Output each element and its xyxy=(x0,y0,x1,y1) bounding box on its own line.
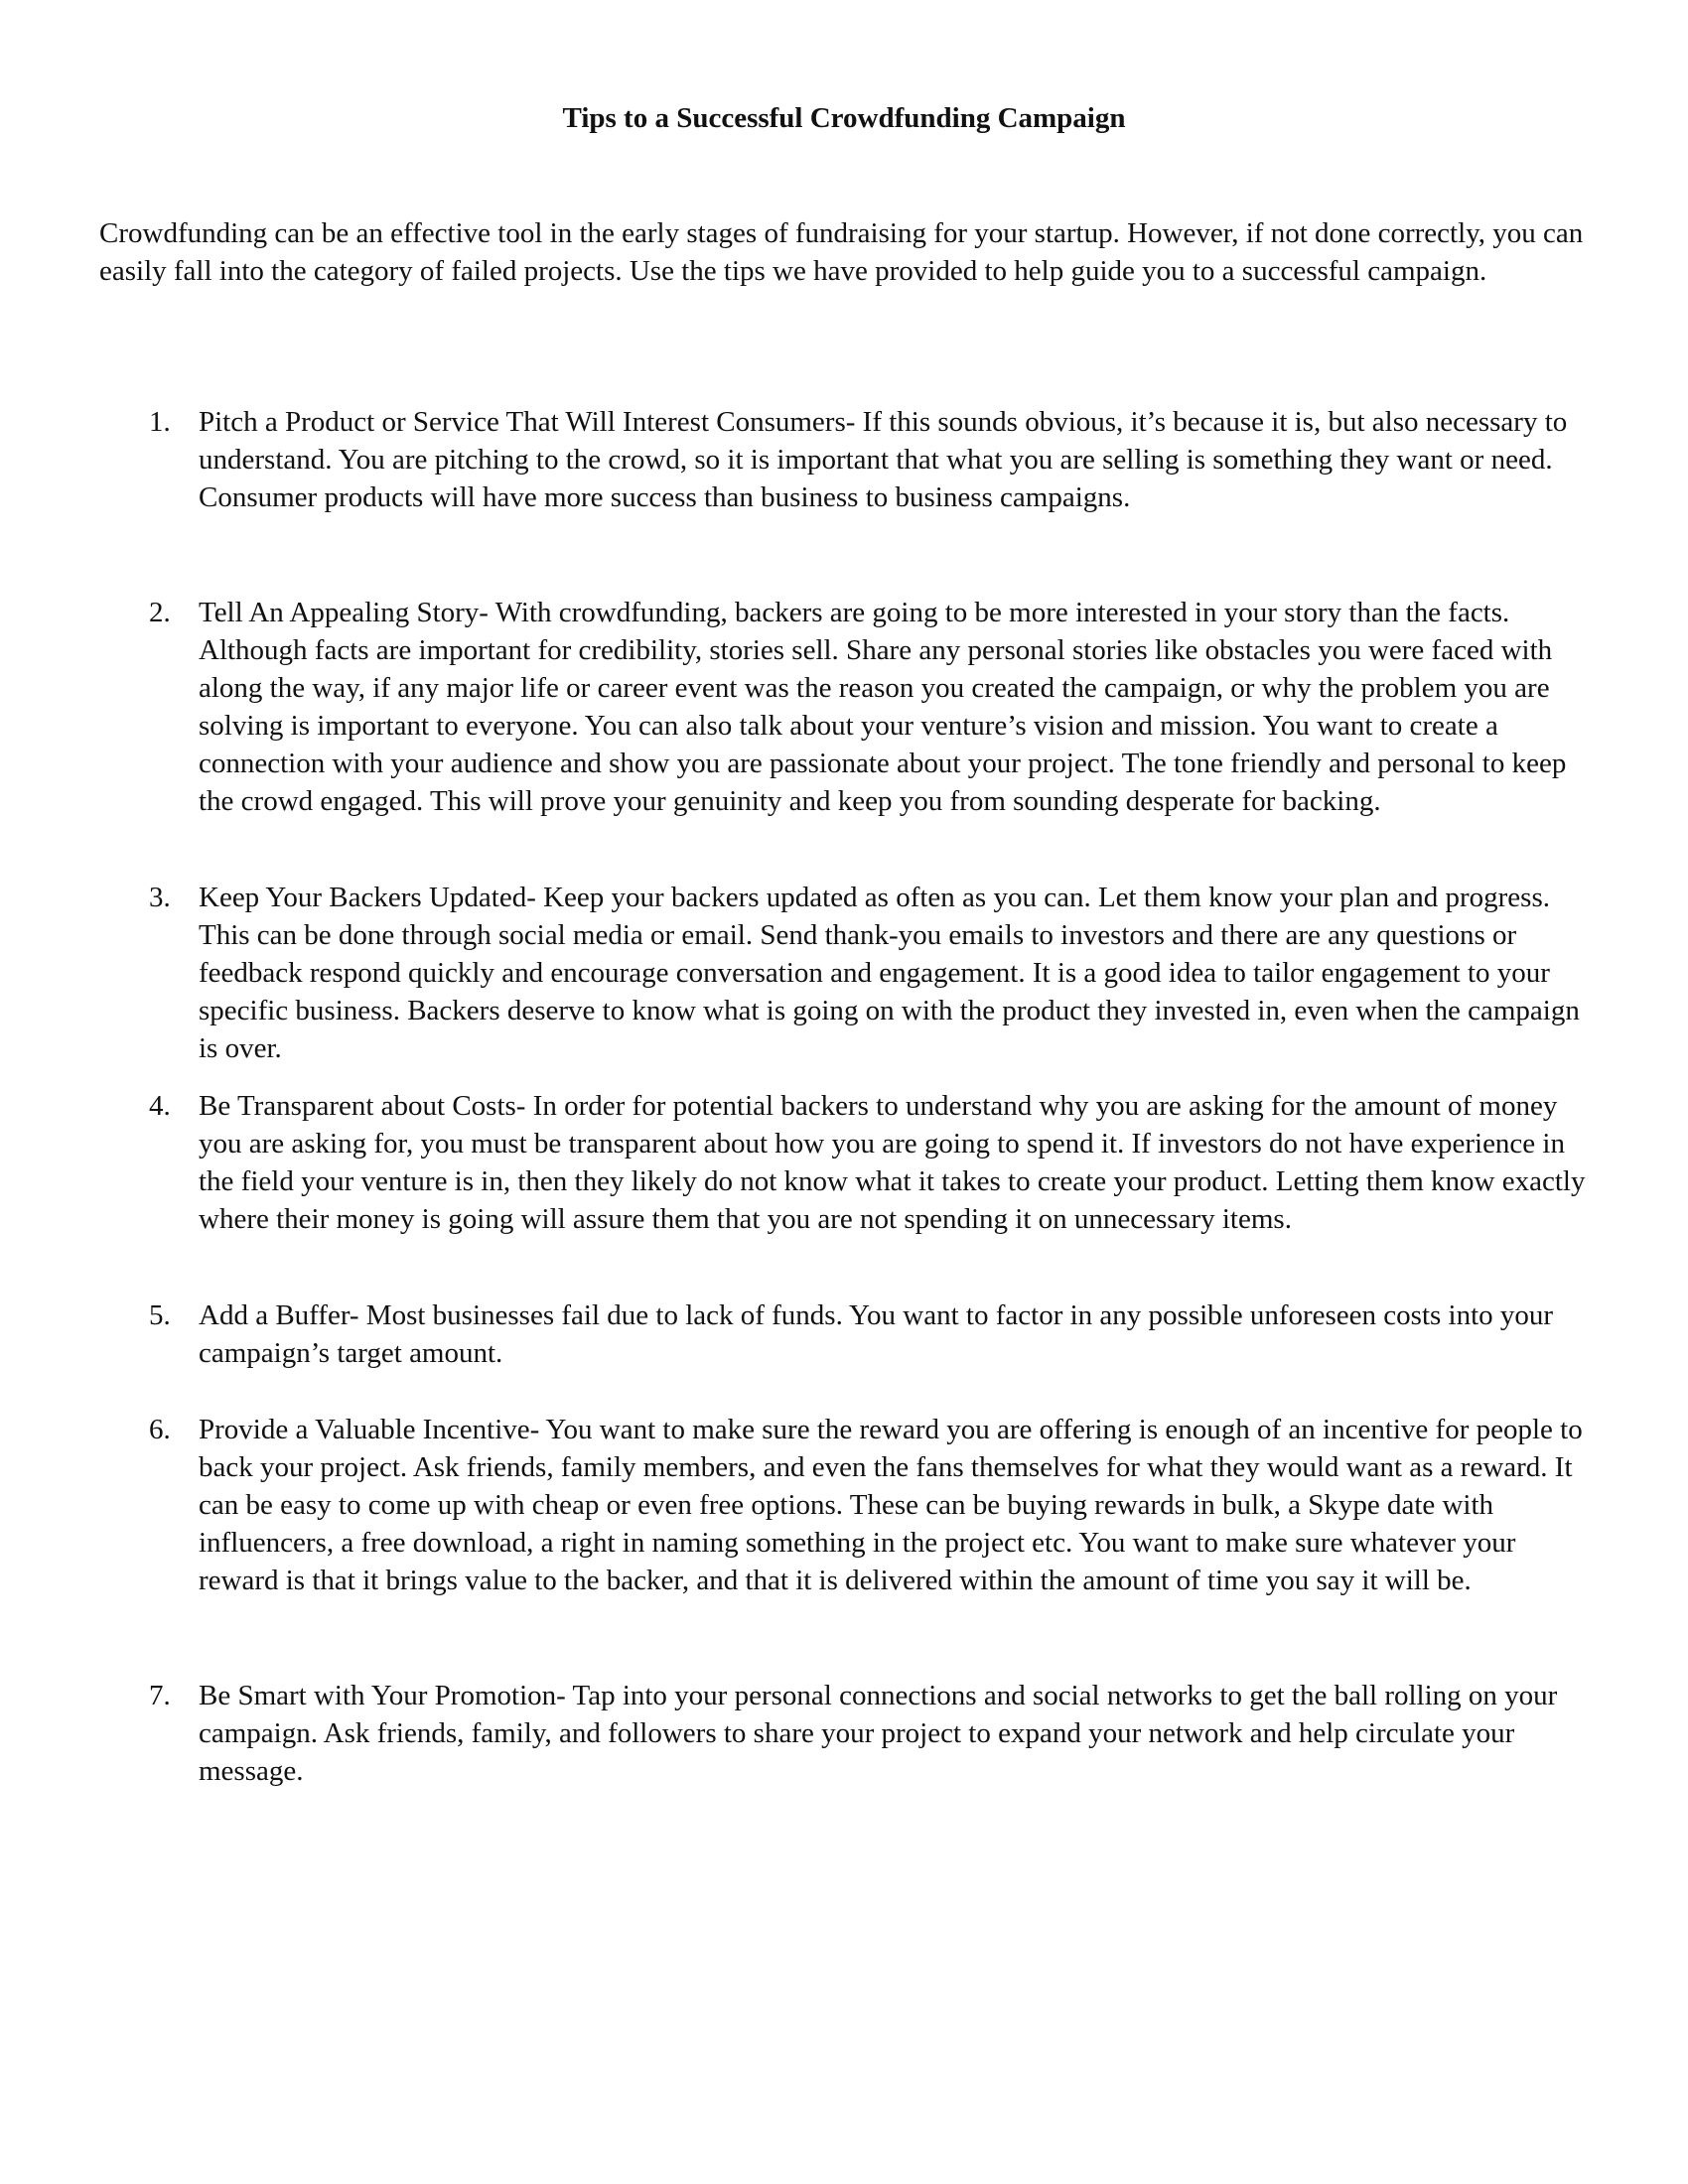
tip-text: Pitch a Product or Service That Will Interest Consumers- If this sounds obvious, it’s because it is, but also necessary to understand. You are pitching to the crowd, so it is important that what you are selling is something they want or need. Consumer products will have more success than business to business campaigns. xyxy=(199,406,1568,513)
tip-number: 4. xyxy=(149,1090,171,1122)
document-title: Tips to a Successful Crowdfunding Campaign xyxy=(562,102,1126,134)
tip-number: 5. xyxy=(149,1299,171,1331)
tip-number: 6. xyxy=(149,1414,171,1445)
tip-text: Keep Your Backers Updated- Keep your backers updated as often as you can. Let them know your plan and progress. This can be done through social media or email. Send thank-you emails to investors and there are any questions or feedback respond quickly and encourage conversation and engagement. It is a good idea to tailor engagement to your specific business. Backers deserve to know what is going on with the product they invested in, even when the campaign is over. xyxy=(199,882,1580,1064)
tip-text: Be Transparent about Costs- In order for potential backers to understand why you are asking for the amount of money you are asking for, you must be transparent about how you are going to spend it. If investors do not have experience in the field your venture is in, then they likely do not know what it takes to create your product. Letting them know exactly where their money is going will assure them that you are not spending it on unnecessary items. xyxy=(199,1090,1586,1235)
tip-text: Provide a Valuable Incentive- You want to make sure the reward you are offering is enough of an incentive for people to back your project. Ask friends, family members, and even the fans themselves for what they would want as a reward. It can be easy to come up with cheap or even free options. These can be buying rewards in bulk, a Skype date with influencers, a free download, a right in naming something in the project etc. You want to make sure whatever your reward is that it brings value to the backer, and that it is delivered within the amount of time you say it will be. xyxy=(199,1414,1583,1596)
tip-number: 3. xyxy=(149,882,171,913)
tip-text: Be Smart with Your Promotion- Tap into your personal connections and social networks to get the ball rolling on your campaign. Ask friends, family, and followers to share your project to expand your network and help circulate your message. xyxy=(199,1680,1558,1787)
tip-number: 7. xyxy=(149,1680,171,1711)
intro-paragraph: Crowdfunding can be an effective tool in the early stages of fundraising for your startup. However, if not done correctly, you can easily fall into the category of failed projects. Use the tips we have provided to help guide you to a successful campaign. xyxy=(99,217,1584,287)
tip-text: Tell An Appealing Story- With crowdfunding, backers are going to be more interested in your story than the facts. Although facts are important for credibility, stories sell. Share any personal stories like obstacles you were faced with along the way, if any major life or career event was the reason you created the campaign, or why the problem you are solving is important to everyone. You can also talk about your venture’s vision and mission. You want to create a connection with your audience and show you are passionate about your project. The tone friendly and personal to keep the crowd engaged. This will prove your genuinity and keep you from sounding desperate for backing. xyxy=(199,597,1567,817)
tip-text: Add a Buffer- Most businesses fail due to lack of funds. You want to factor in any possible unforeseen costs into your campaign’s target amount. xyxy=(199,1299,1554,1369)
tip-number: 2. xyxy=(149,597,171,628)
tip-number: 1. xyxy=(149,406,171,438)
